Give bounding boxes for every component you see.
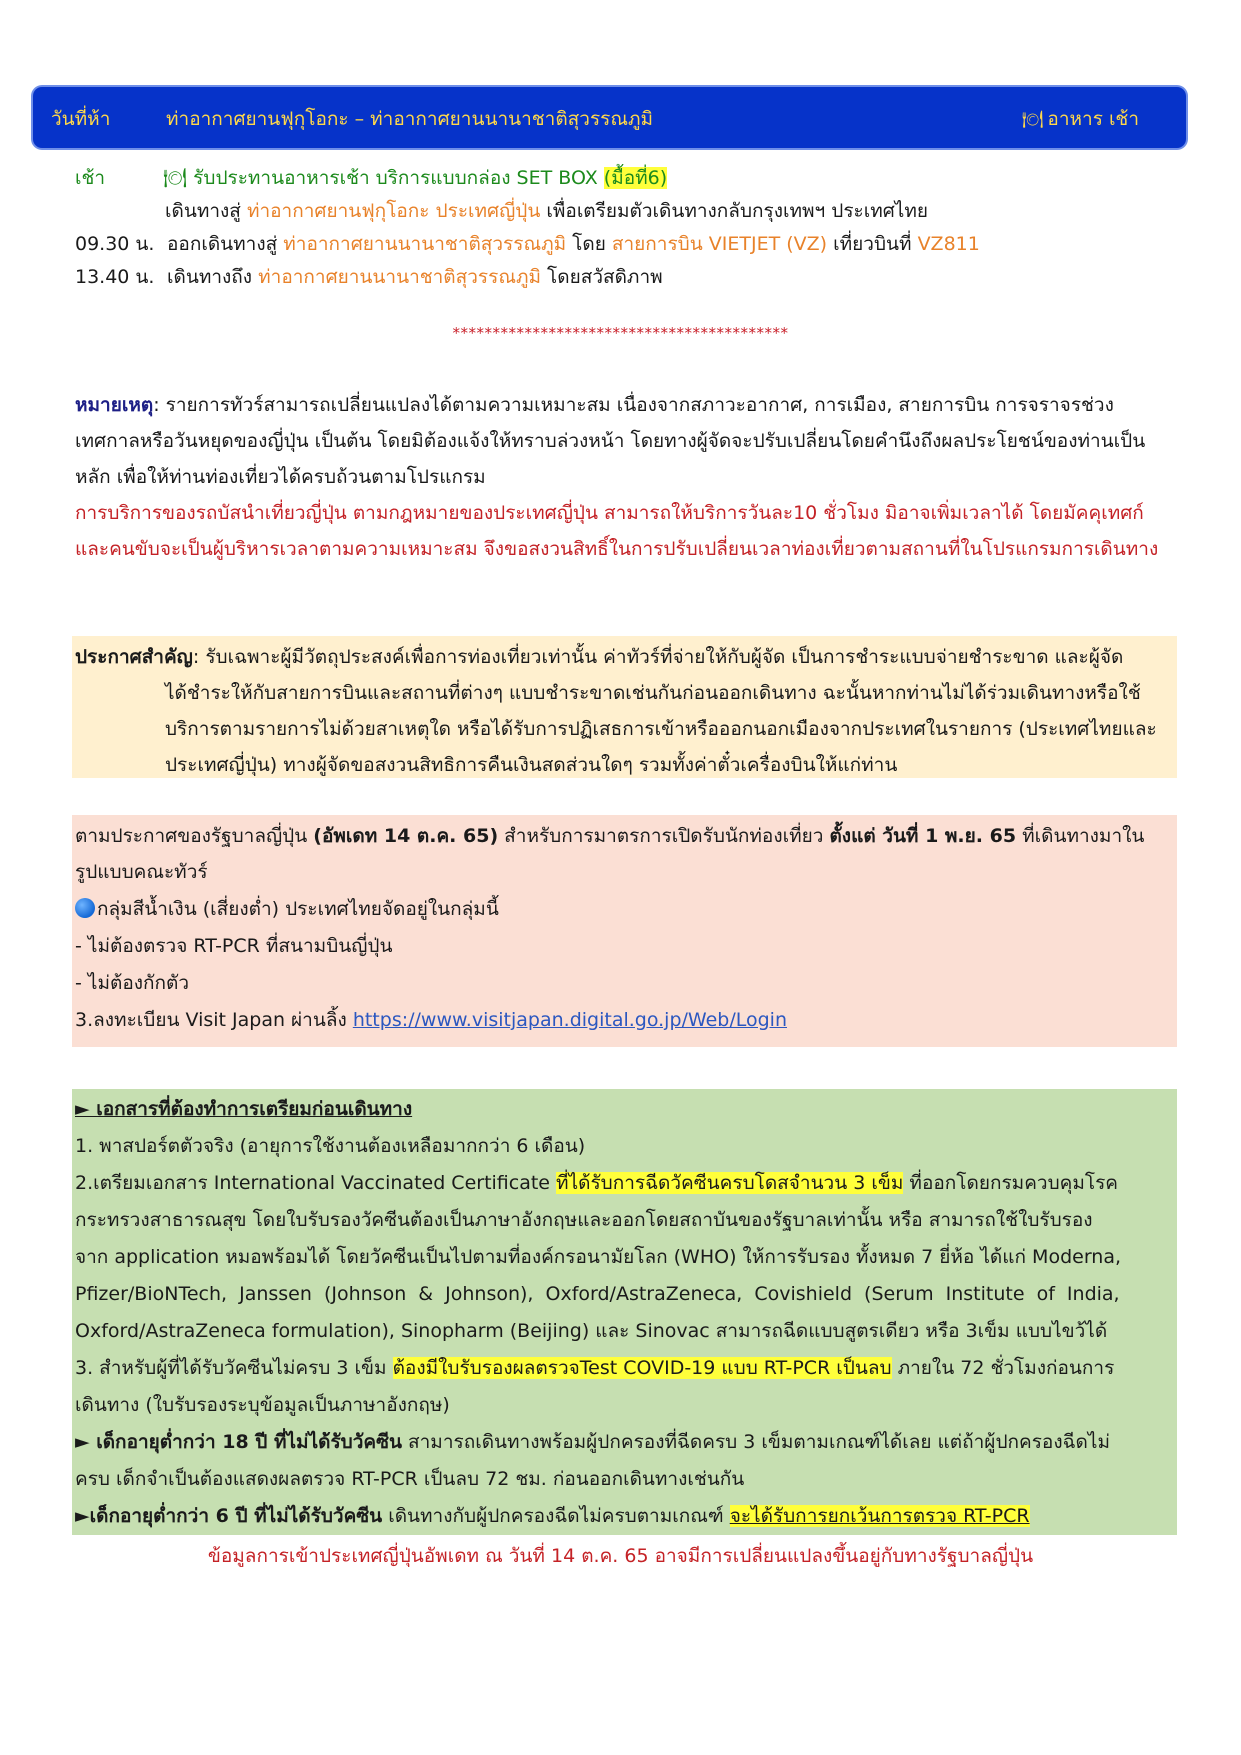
remarks-paragraph <box>75 387 1171 495</box>
notice-line: - ไม่ต้องตรวจ RT-PCR ที่สนามบินญี่ปุ่น <box>75 935 393 957</box>
place-name: ท่าอากาศยานนานาชาติสุวรรณภูมิ <box>258 266 541 288</box>
entry-info-footnote: ข้อมูลการเข้าประเทศญี่ปุ่นอัพเดท ณ วันที่ 14 ต.ค. 65 อาจมีการเปลี่ยนแปลงขึ้นอยู่กับทางรัฐบาลญี่ปุ่น <box>207 1545 1034 1567</box>
document-item <box>75 1165 1173 1201</box>
document-text: ภายใน 72 ชั่วโมงก่อนการ <box>891 1357 1115 1379</box>
document-text: 2.เตรียมเอกสาร International Vaccinated Certificate <box>75 1172 557 1194</box>
day-meal <box>1022 104 1139 134</box>
day-route: ท่าอากาศยานฟุกุโอกะ – ท่าอากาศยานนานาชาติสุวรรณภูมิ <box>166 108 654 130</box>
highlighted-text: จะได้รับการยกเว้นการตรวจ RT-PCR <box>729 1505 1030 1527</box>
document-item: 1. พาสปอร์ตตัวจริง (อายุการใช้งานต้องเหลือมากกว่า 6 เดือน) <box>75 1135 586 1157</box>
schedule-row-arrive <box>75 266 663 288</box>
announcement-text: : รับเฉพาะผู้มีวัตถุประสงค์เพื่อการท่องเที่ยวเท่านั้น ค่าทัวร์ที่จ่ายให้กับผู้จัด เป็นการชำระแบบจ่ายชำระขาด และผู้จัด <box>192 646 1124 668</box>
notice-line: - ไม่ต้องกักตัว <box>75 972 190 994</box>
notice-date: (อัพเดท 14 ต.ค. 65) <box>313 825 499 847</box>
meal-icon: 🍽 <box>163 167 188 189</box>
document-item: Pfizer/BioNTech, Janssen (Johnson & Johnson), Oxford/AstraZeneca, Covishield (Serum Institute of India, <box>75 1283 1120 1305</box>
notice-line <box>75 1002 1173 1038</box>
japan-entry-notice-box <box>72 815 1177 1047</box>
document-text: 3. สำหรับผู้ที่ได้รับวัคซีนไม่ครบ 3 เข็ม <box>75 1357 393 1379</box>
document-item <box>75 1350 1173 1386</box>
day-header-bar <box>33 87 1186 148</box>
meal-tag: (มื้อที่6) <box>603 167 668 189</box>
schedule-time: 09.30 น. <box>75 233 155 255</box>
blue-circle-icon <box>75 898 95 918</box>
notice-text: สำหรับการมาตรการเปิดรับนักท่องเที่ยว <box>498 825 830 847</box>
remarks-label: หมายเหตุ <box>75 394 154 416</box>
place-name: ท่าอากาศยานนานาชาติสุวรรณภูมิ <box>283 233 567 255</box>
schedule-row-depart-hotel <box>165 200 928 222</box>
schedule-text: เพื่อเตรียมตัวเดินทางกลับกรุงเทพฯ ประเทศไทย <box>540 200 929 222</box>
child-rule-label: ►เด็กอายุต่ำกว่า 6 ปี ที่ไม่ได้รับวัคซีน <box>75 1505 383 1527</box>
document-item: Oxford/AstraZeneca formulation), Sinopharm (Beijing) และ Sinovac สามารถฉีดแบบสูตรเดียว หรือ 3เข็ม แบบไขว้ได้ <box>75 1320 1108 1342</box>
bus-service-note: การบริการของรถบัสนำเที่ยวญี่ปุ่น ตามกฎหมายของประเทศญี่ปุ่น สามารถให้บริการวันละ10 ชั่วโมง มิอาจเพิ่มเวลาได้ โดยมัคคุเทศก์และคนขับจะเป็นผู้บริหารเวลาตามความเหมาะสม จึงขอสงวนสิทธิ์ในการปรับเปลี่ยนเวลาท่องเที่ยวตามสถานที่ในโปรแกรมการเดินทาง <box>75 502 1159 560</box>
notice-text: ที่เดินทางมาใน <box>1016 825 1145 847</box>
document-item <box>75 1498 1173 1534</box>
notice-line <box>75 818 1173 854</box>
highlighted-text: ที่ได้รับการฉีดวัคซีนครบโดสจำนวน 3 เข็ม <box>556 1172 904 1194</box>
announcement-label: ประกาศสำคัญ <box>75 646 193 668</box>
document-item <box>75 1424 1173 1460</box>
notice-effective-date: ตั้งแต่ วันที่ 1 พ.ย. 65 <box>829 825 1017 847</box>
divider-stars: ****************************************** <box>452 324 789 342</box>
remarks-text: : รายการทัวร์สามารถเปลี่ยนแปลงได้ตามความเหมาะสม เนื่องจากสภาวะอากาศ, การเมือง, สายการบิน การจราจรช่วงเทศกาลหรือวันหยุดของญี่ปุ่น เป็นต้น โดยมิต้องแจ้งให้ทราบล่วงหน้า โดยทางผู้จัดจะปรับเปลี่ยนโดยคำนึงถึงผลประโยชน์ของท่านเป็นหลัก เพื่อให้ท่านท่องเที่ยวได้ครบถ้วนตามโปรแกรม <box>75 394 1146 488</box>
flight-number: VZ811 <box>917 233 980 255</box>
announcement-first-line <box>75 639 1173 675</box>
meal-icon: 🍽 <box>1021 110 1044 130</box>
notice-text: 3.ลงทะเบียน Visit Japan ผ่านลิ้ง <box>75 1009 353 1031</box>
documents-title: ► เอกสารที่ต้องทำการเตรียมก่อนเดินทาง <box>75 1098 413 1120</box>
announcement-rest: ได้ชำระให้กับสายการบินและสถานที่ต่างๆ แบบชำระขาดเช่นกันก่อนออกเดินทาง ฉะนั้นหากท่านไม่ได้ร่วมเดินทางหรือใช้บริการตามรายการไม่ด้วยสาเหตุใด หรือได้รับการปฏิเสธการเข้าหรือออกนอกเมืองจากประเทศในรายการ (ประเทศไทยและประเทศญี่ปุ่น) ทางผู้จัดขอสงวนสิทธิการคืนเงินสดส่วนใดๆ รวมทั้งค่าตั๋วเครื่องบินให้แก่ท่าน <box>165 682 1157 776</box>
schedule-text: ออกเดินทางสู่ <box>167 233 284 255</box>
document-item: เดินทาง (ใบรับรองระบุข้อมูลเป็นภาษาอังกฤษ) <box>75 1394 450 1416</box>
child-rule-label: ► เด็กอายุต่ำกว่า 18 ปี ที่ไม่ได้รับวัคซีน <box>75 1431 402 1453</box>
schedule-text: โดยสวัสดิภาพ <box>541 266 663 288</box>
notice-line <box>75 891 1173 927</box>
schedule-time: เช้า <box>75 167 106 189</box>
document-text: สามารถเดินทางพร้อมผู้ปกครองที่ฉีดครบ 3 เข็มตามเกณฑ์ได้เลย แต่ถ้าผู้ปกครองฉีดไม่ <box>402 1431 1110 1453</box>
document-item: กระทรวงสาธารณสุข โดยใบรับรองวัคซีนต้องเป็นภาษาอังกฤษและออกโดยสถาบันของรัฐบาลเท่านั้น หรือ สามารถใช้ใบรับรอง <box>75 1209 1093 1231</box>
meal-label: อาหาร เช้า <box>1047 108 1139 130</box>
schedule-text: เดินทางถึง <box>167 266 259 288</box>
schedule-time: 13.40 น. <box>75 266 155 288</box>
notice-text: กลุ่มสีน้ำเงิน (เสี่ยงต่ำ) ประเทศไทยจัดอยู่ในกลุ่มนี้ <box>97 898 499 920</box>
document-item: จาก application หมอพร้อมได้ โดยวัคซีนเป็นไปตามที่องค์กรอนามัยโลก (WHO) ให้การรับรอง ทั้งหมด 7 ยี่ห้อ ได้แก่ Moderna, <box>75 1246 1122 1268</box>
notice-line: รูปแบบคณะทัวร์ <box>75 861 208 883</box>
schedule-row-flight <box>75 233 980 255</box>
place-name: ท่าอากาศยานฟุกุโอกะ ประเทศญี่ปุ่น <box>246 200 541 222</box>
important-announcement-box <box>72 636 1177 778</box>
schedule-text: เดินทางสู่ <box>165 200 247 222</box>
notice-text: ตามประกาศของรัฐบาลญี่ปุ่น <box>75 825 314 847</box>
schedule-text: โดย <box>566 233 612 255</box>
airline-name: สายการบิน VIETJET (VZ) <box>611 233 828 255</box>
required-documents-box <box>72 1089 1177 1535</box>
visit-japan-link[interactable]: https://www.visitjapan.digital.go.jp/Web/Login <box>352 1009 787 1031</box>
schedule-row-breakfast <box>75 167 667 189</box>
document-text: ที่ออกโดยกรมควบคุมโรค <box>903 1172 1118 1194</box>
document-text: เดินทางกับผู้ปกครองฉีดไม่ครบตามเกณฑ์ <box>382 1505 730 1527</box>
day-label: วันที่ห้า <box>51 108 111 130</box>
highlighted-text: ต้องมีใบรับรองผลตรวจTest COVID-19 แบบ RT-PCR เป็นลบ <box>392 1357 892 1379</box>
document-item: ครบ เด็กจำเป็นต้องแสดงผลตรวจ RT-PCR เป็นลบ 72 ชม. ก่อนออกเดินทางเช่นกัน <box>75 1468 745 1490</box>
schedule-text: เที่ยวบินที่ <box>827 233 918 255</box>
schedule-text: รับประทานอาหารเช้า บริการแบบกล่อง SET BOX <box>193 167 598 189</box>
